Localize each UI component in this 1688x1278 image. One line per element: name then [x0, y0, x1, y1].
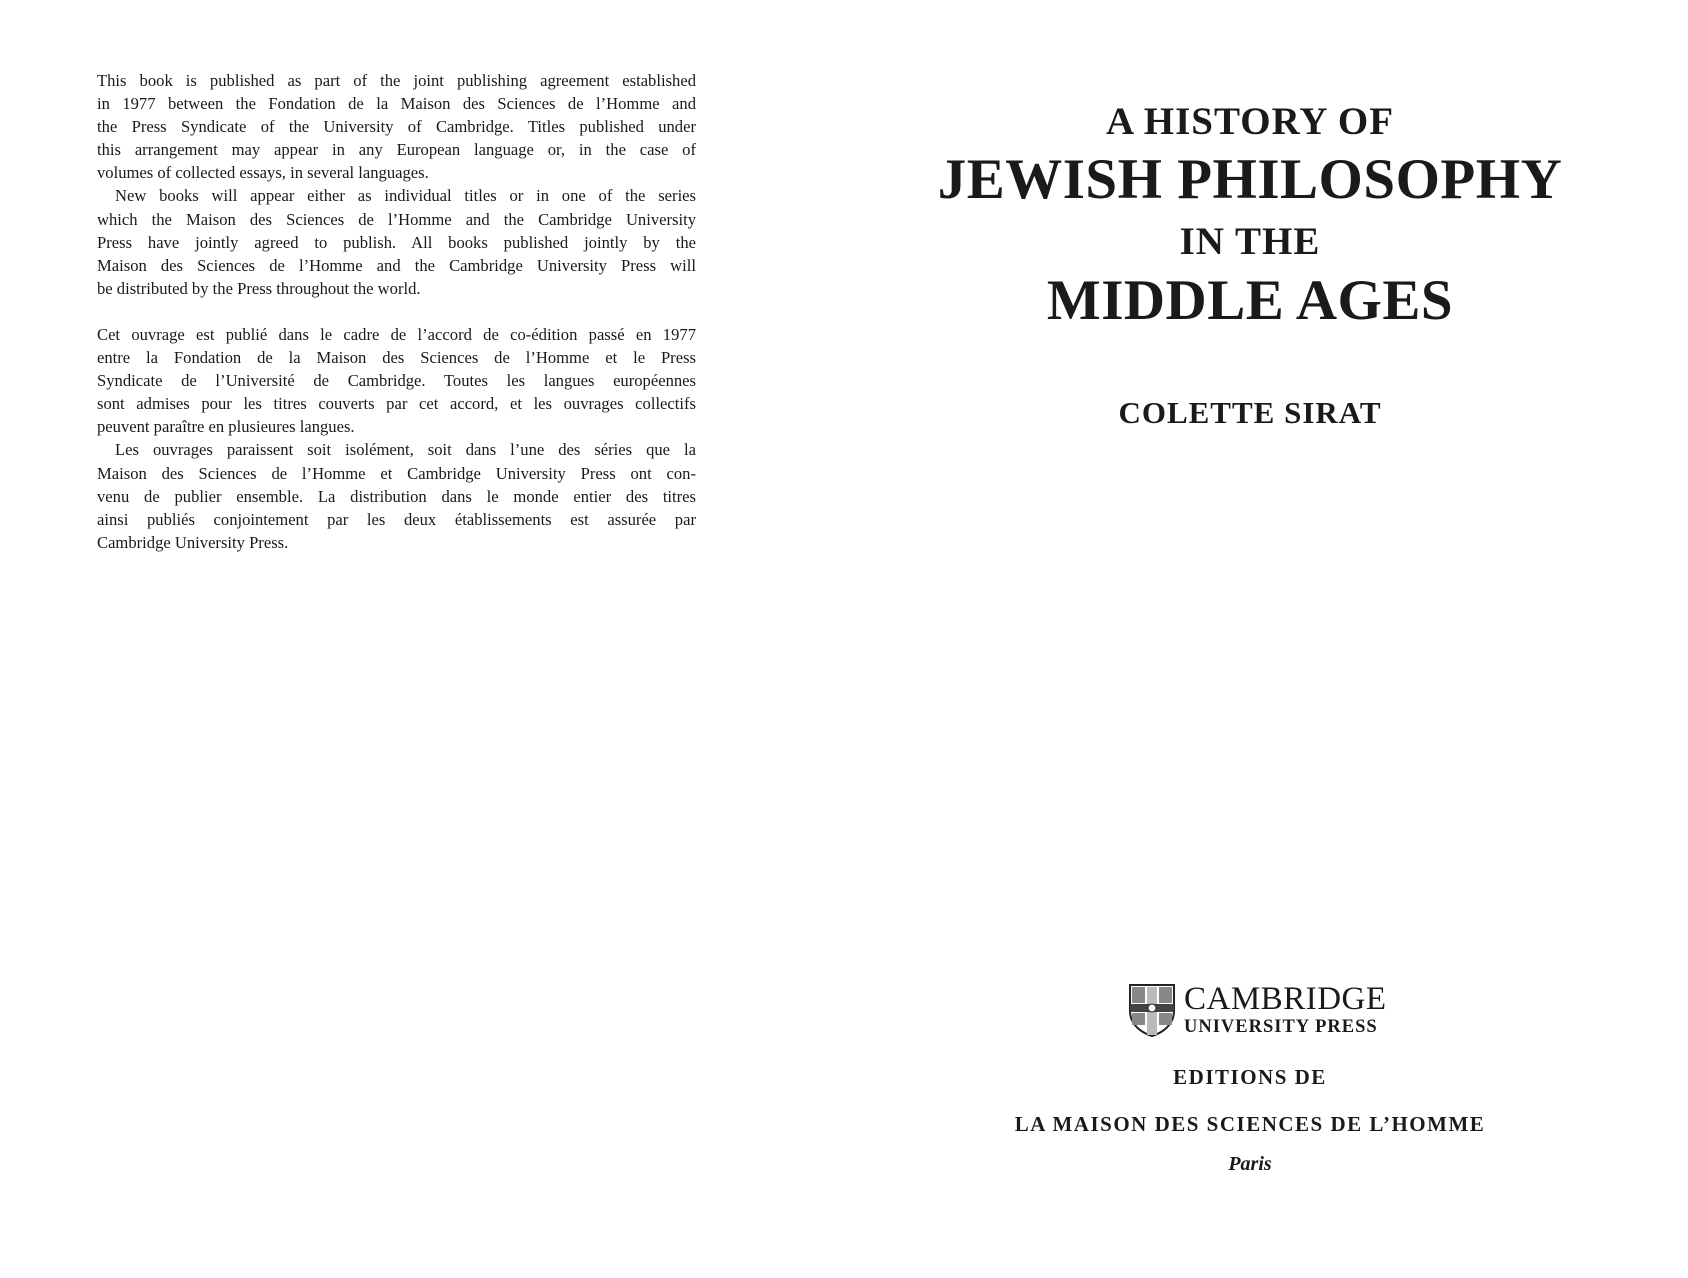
text-line: this arrangement may appear in any European language or, in the case of	[97, 140, 696, 160]
text-line: Maison des Sciences de l’Homme et Cambridge University Press ont con-	[97, 463, 696, 483]
title-line-4: MIDDLE AGES	[1046, 269, 1454, 332]
paragraph	[97, 323, 696, 438]
text-line: venu de publier ensemble. La distribution dans le monde entier des titres	[97, 486, 696, 506]
text-line: be distributed by the Press throughout the world.	[97, 278, 421, 298]
paragraph	[97, 69, 696, 184]
text-line: This book is published as part of the joint publishing agreement established	[97, 71, 696, 90]
co-publisher-line-1: EDITIONS DE	[1173, 1065, 1327, 1089]
paragraph	[97, 184, 696, 299]
author-name: COLETTE SIRAT	[1118, 395, 1382, 430]
publisher-name: CAMBRIDGE	[1184, 981, 1387, 1018]
text-line: Les ouvrages paraissent soit isolément, soit dans l’une des séries que la	[115, 440, 696, 460]
co-publisher-line-2: LA MAISON DES SCIENCES DE L’HOMME	[1014, 1112, 1486, 1136]
text-line: Cet ouvrage est publié dans le cadre de l’accord de co-édition passé en 1977	[97, 324, 696, 344]
title-line-2: JEWISH PHILOSOPHY	[937, 148, 1563, 211]
text-line: peuvent paraître en plusieures langues.	[97, 417, 355, 437]
paragraph-gap	[97, 300, 696, 323]
publication-place: Paris	[1228, 1153, 1272, 1175]
text-line: entre la Fondation de la Maison des Sciences de l’Homme et le Press	[97, 348, 696, 368]
text-line: Press have jointly agreed to publish. All books published jointly by the	[97, 232, 696, 252]
text-line: New books will appear either as individual titles or in one of the series	[115, 186, 696, 206]
publisher-subtitle: UNIVERSITY PRESS	[1184, 1017, 1378, 1038]
text-line: Maison des Sciences de l’Homme and the Cambridge University Press will	[97, 255, 696, 275]
title-line-1: A HISTORY OF	[1105, 100, 1395, 143]
paragraph	[97, 438, 696, 553]
text-line: ainsi publiés conjointement par les deux établissements est assurée par	[97, 509, 696, 529]
title-line-3: IN THE	[1179, 220, 1321, 263]
verso-copyright-notice	[97, 69, 696, 554]
text-line: Syndicate de l’Université de Cambridge. Toutes les langues européennes	[97, 371, 696, 391]
text-line: in 1977 between the Fondation de la Maison des Sciences de l’Homme and	[97, 94, 696, 114]
cambridge-shield-icon	[1128, 983, 1176, 1037]
text-line: the Press Syndicate of the University of Cambridge. Titles published under	[97, 117, 696, 137]
cambridge-university-press-logo	[1128, 983, 1387, 1037]
text-line: which the Maison des Sciences de l’Homme and the Cambridge University	[97, 209, 696, 229]
text-line: sont admises pour les titres couverts par cet accord, et les ouvrages collectifs	[97, 394, 696, 414]
text-line: volumes of collected essays, in several languages.	[97, 163, 429, 183]
text-line: Cambridge University Press.	[97, 532, 289, 552]
